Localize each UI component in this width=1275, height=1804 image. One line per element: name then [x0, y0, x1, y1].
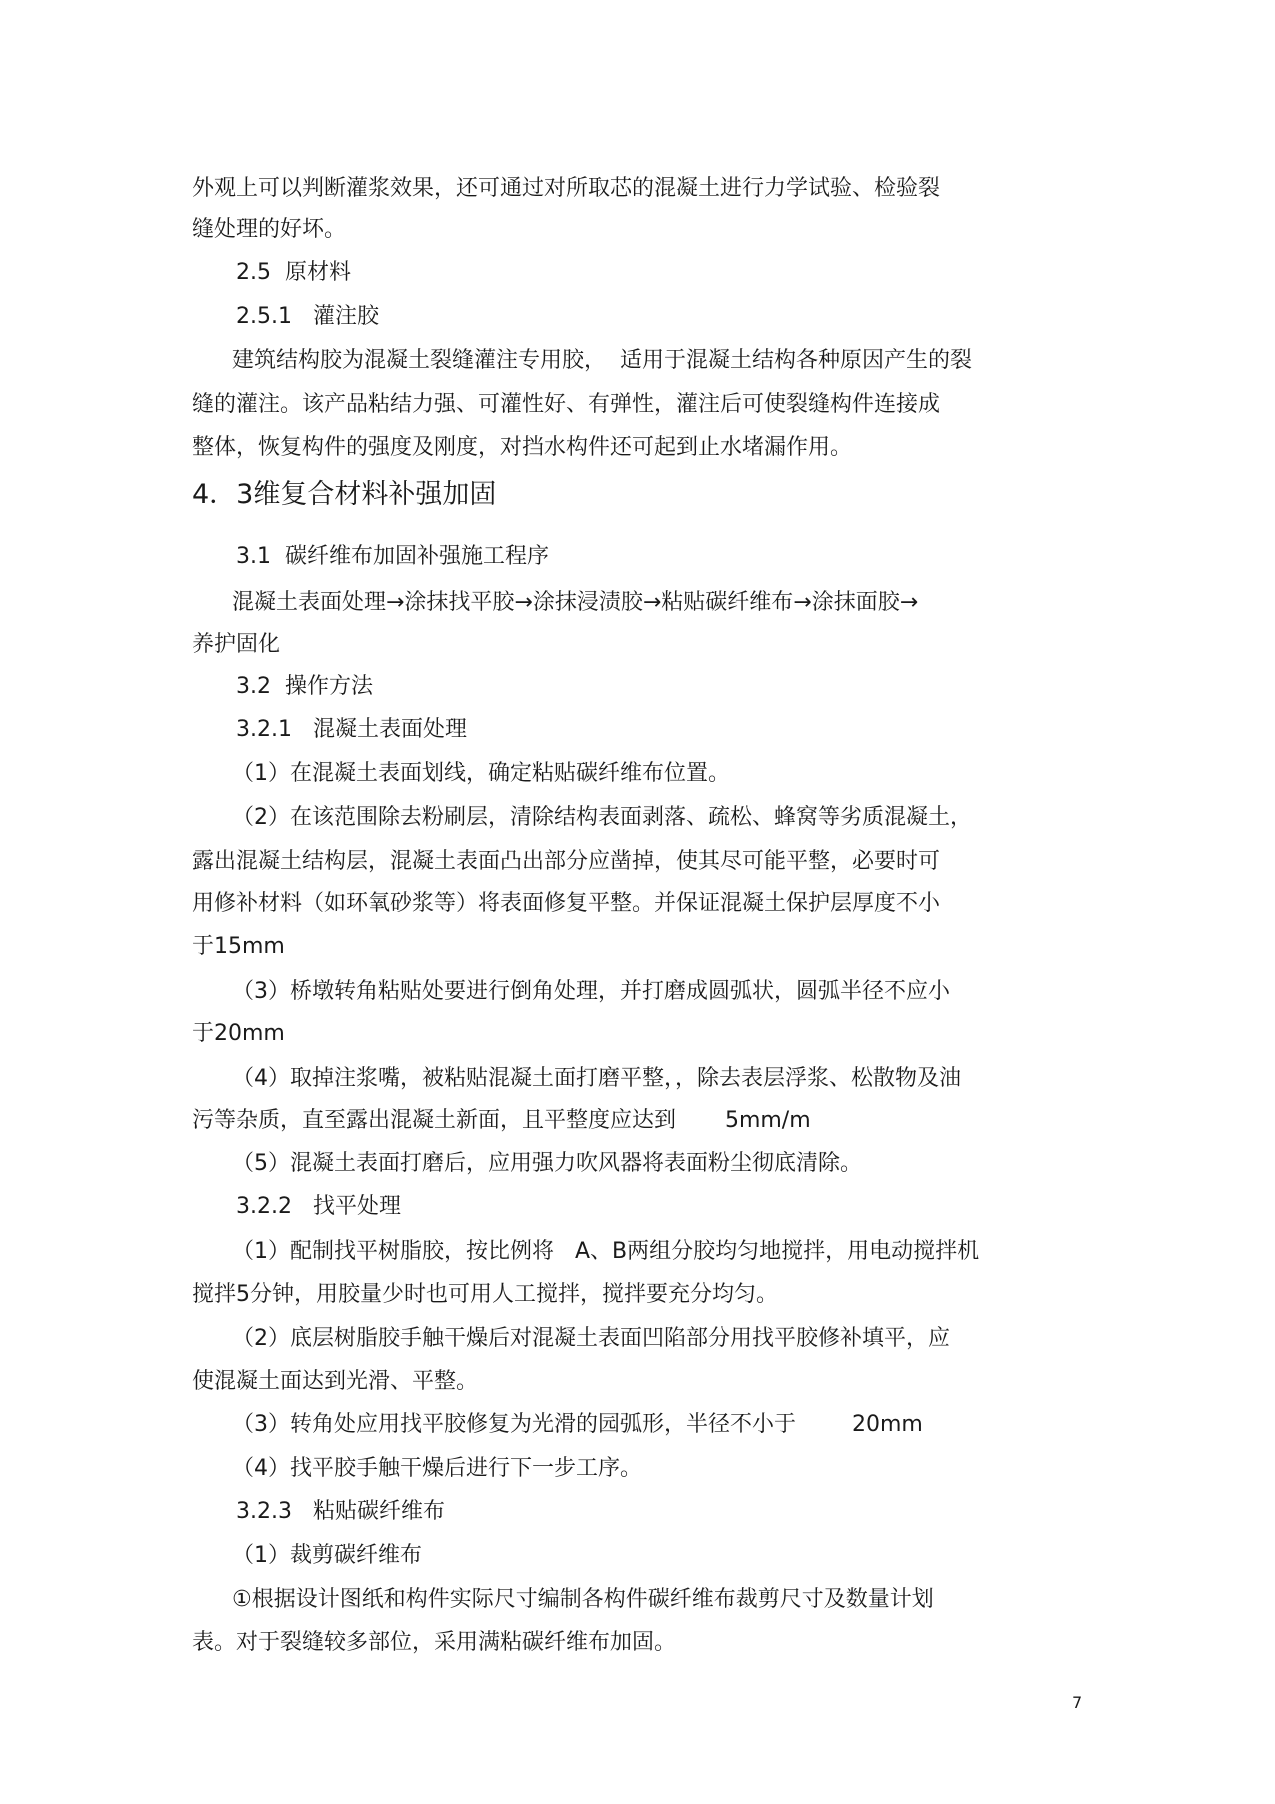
list-item-line: 露出混凝土结构层，混凝土表面凸出部分应凿掉，使其尽可能平整，必要时可	[192, 849, 941, 874]
list-item-line: 搅拌5分钟，用胶量少时也可用人工搅拌，搅拌要充分均匀。	[192, 1282, 778, 1307]
list-item-line: （2）在该范围除去粉刷层，清除结构表面剥落、疏松、蜂窝等劣质混凝土，	[232, 805, 972, 830]
process-flow-line: 混凝土表面处理→涂抹找平胶→涂抹浸渍胶→粘贴碳纤维布→涂抹面胶→	[232, 590, 919, 615]
paragraph-line: 建筑结构胶为混凝土裂缝灌注专用胶， 适用于混凝土结构各种原因产生的裂	[232, 348, 972, 373]
paragraph-line: 缝的灌注。该产品粘结力强、可灌性好、有弹性，灌注后可使裂缝构件连接成	[192, 392, 941, 417]
list-item-line: （3）转角处应用找平胶修复为光滑的园弧形，半径不小于 20mm	[232, 1412, 923, 1437]
list-item-line: （1）在混凝土表面划线，确定粘贴碳纤维布位置。	[232, 761, 730, 786]
list-item-line: ①根据设计图纸和构件实际尺寸编制各构件碳纤维布裁剪尺寸及数量计划	[232, 1587, 934, 1612]
section-heading-3-2-2: 3.2.2 找平处理	[236, 1194, 401, 1219]
page-number: 7	[1072, 1693, 1083, 1712]
section-heading-2-5-1: 2.5.1 灌注胶	[236, 304, 379, 329]
list-item-line: 使混凝土面达到光滑、平整。	[192, 1369, 479, 1394]
list-item-line: 用修补材料（如环氧砂浆等）将表面修复平整。并保证混凝土保护层厚度不小	[192, 891, 941, 916]
list-item-line: （1）裁剪碳纤维布	[232, 1543, 422, 1568]
chapter-heading-4-3: 4．3维复合材料补强加固	[192, 479, 497, 510]
section-heading-2-5: 2.5 原材料	[236, 260, 351, 285]
list-item-line: （2）底层树脂胶手触干燥后对混凝土表面凹陷部分用找平胶修补填平，应	[232, 1326, 950, 1351]
list-item-line: （3）桥墩转角粘贴处要进行倒角处理，并打磨成圆弧状，圆弧半径不应小	[232, 979, 950, 1004]
section-heading-3-2-1: 3.2.1 混凝土表面处理	[236, 717, 467, 742]
list-item-line: （4）取掉注浆嘴，被粘贴混凝土面打磨平整，，除去表层浮浆、松散物及油	[232, 1066, 961, 1091]
list-item-line: 于15mm	[192, 934, 285, 959]
paragraph-line: 缝处理的好坏。	[192, 217, 347, 242]
list-item-line: （4）找平胶手触干燥后进行下一步工序。	[232, 1456, 642, 1481]
section-heading-3-1: 3.1 碳纤维布加固补强施工程序	[236, 544, 549, 569]
paragraph-line: 整体，恢复构件的强度及刚度，对挡水构件还可起到止水堵漏作用。	[192, 435, 853, 460]
list-item-line: 污等杂质，直至露出混凝土新面，且平整度应达到 5mm/m	[192, 1108, 811, 1133]
paragraph-line: 外观上可以判断灌浆效果，还可通过对所取芯的混凝土进行力学试验、检验裂	[192, 176, 941, 201]
list-item-line: （1）配制找平树脂胶，按比例将 A、B两组分胶均匀地搅拌，用电动搅拌机	[232, 1239, 980, 1264]
list-item-line: 于20mm	[192, 1021, 285, 1046]
process-flow-line: 养护固化	[192, 632, 281, 657]
section-heading-3-2: 3.2 操作方法	[236, 674, 373, 699]
section-heading-3-2-3: 3.2.3 粘贴碳纤维布	[236, 1499, 445, 1524]
list-item-line: （5）混凝土表面打磨后，应用强力吹风器将表面粉尘彻底清除。	[232, 1151, 862, 1176]
list-item-line: 表。对于裂缝较多部位，采用满粘碳纤维布加固。	[192, 1630, 677, 1655]
